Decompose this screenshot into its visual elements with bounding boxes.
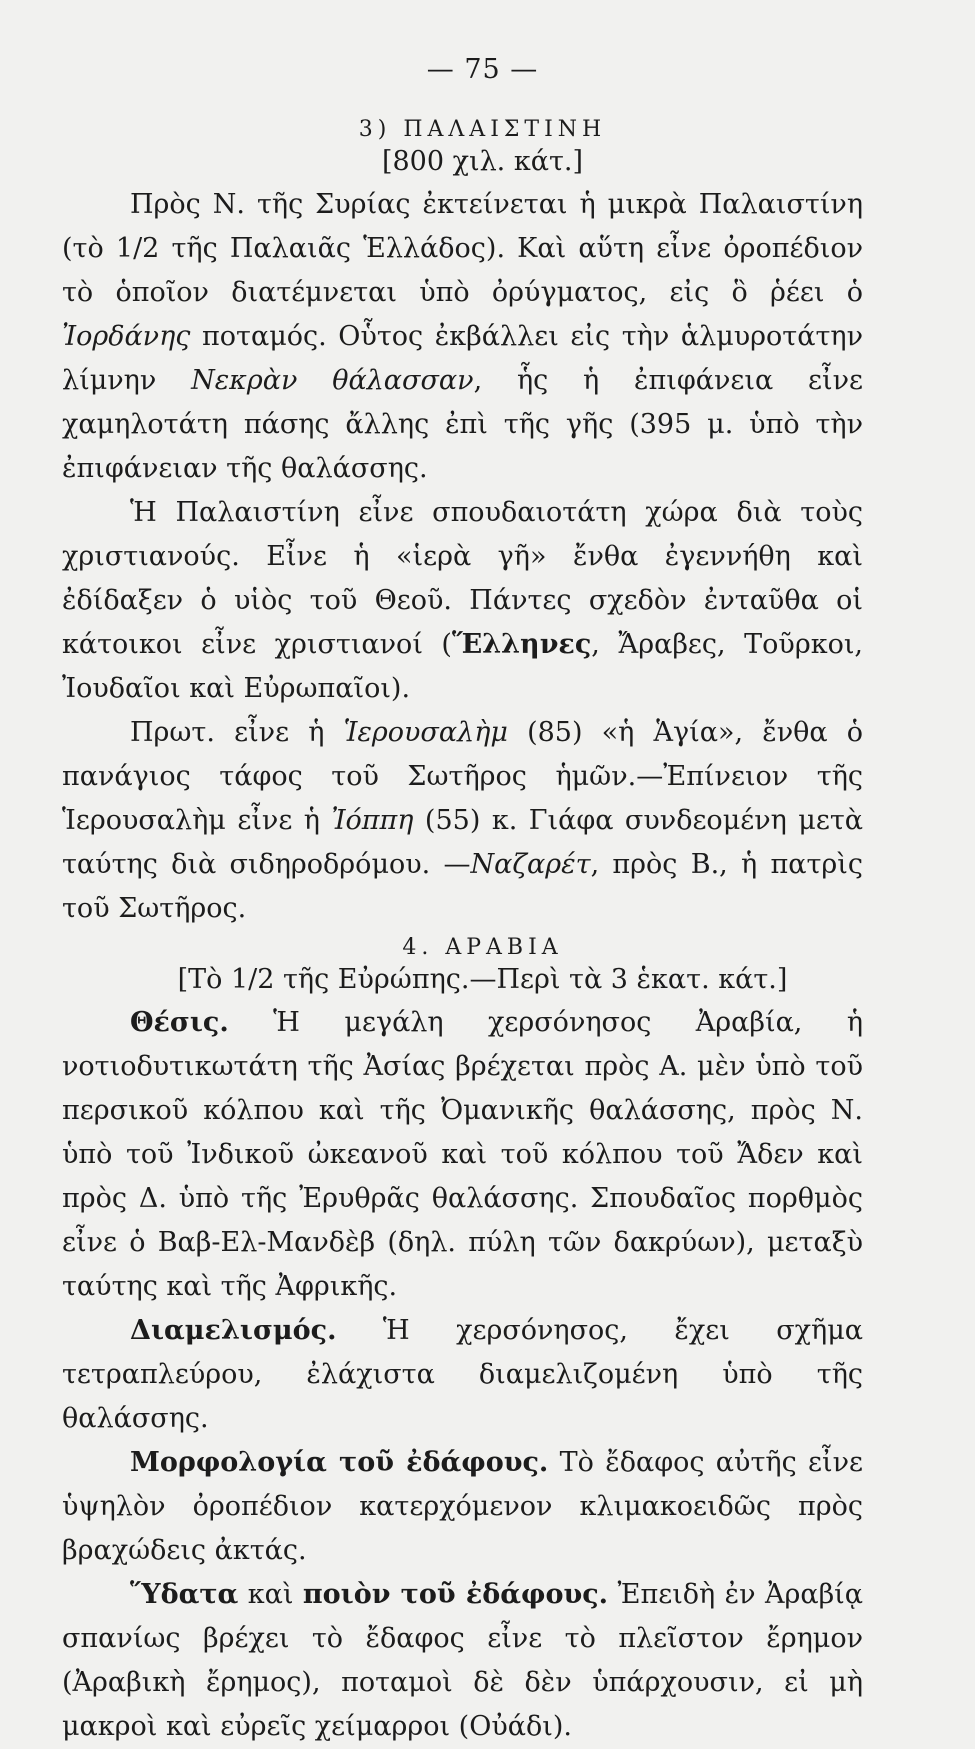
text-run: Τὸ ἔδαφος αὐτῆς εἶνε ὑψηλὸν ὀροπέδιον κατερχόμενον κλιμακοειδῶς πρὸς βραχώδεις ἀκτάς.: [62, 1447, 863, 1566]
city-name: Ἱερουσαλὴμ: [343, 717, 508, 748]
sea-name: Νεκρὰν θάλασσαν: [191, 365, 474, 396]
text-run: Ἡ μεγάλη χερσόνησος Ἀραβία, ἡ νοτιοδυτικωτάτη τῆς Ἀσίας βρέχεται πρὸς Α. μὲν ὑπὸ τοῦ περσικοῦ κόλπου καὶ τῆς Ὀμανικῆς θαλάσσης, πρὸς Ν. ὑπὸ τοῦ Ἰνδικοῦ ὠκεανοῦ καὶ τοῦ κόλπου τοῦ Ἄδεν καὶ πρὸς Δ. ὑπὸ τῆς Ἐρυθρᾶς θαλάσσης. Σπουδαῖος πορθμὸς εἶνε ὁ Βαβ-Ελ-Μανδὲβ (δηλ. πύλη τῶν δακρύων), μεταξὺ ταύτης καὶ τῆς Ἀφρικῆς.: [62, 1007, 863, 1302]
paragraph-heading: Ὕδατα: [130, 1579, 239, 1610]
fraction: 1/2: [115, 233, 160, 264]
city-name: Ναζαρέτ: [470, 849, 591, 880]
section-title-arabia: 4. ΑΡΑΒΙΑ: [402, 935, 563, 960]
palestine-paragraph-3: [62, 711, 863, 931]
palestine-area: [800 χιλ. κάτ.]: [381, 146, 584, 177]
river-name: Ἰορδάνης: [62, 321, 191, 352]
palestine-paragraph-2: [62, 491, 863, 711]
text-run: Ἡ Παλαιστίνη εἶνε σπουδαιοτάτη χώρα διὰ τοὺς χριστιανούς. Εἶνε ἡ «ἱερὰ γῆ» ἔνθα ἐγεννήθη καὶ ἐδίδαξεν ὁ υἱὸς τοῦ Θεοῦ. Πάντες σχεδὸν ἐνταῦθα οἱ κάτοικοι εἶνε χριστιανοί (: [62, 497, 863, 660]
section-title-palestine: 3) ΠΑΛΑΙΣΤΙΝΗ: [358, 117, 607, 142]
text-run: Πρωτ. εἶνε ἡ: [130, 717, 344, 748]
text-run: Ἐπειδὴ ἐν Ἀραβίᾳ σπανίως βρέχει τὸ ἔδαφος εἶνε τὸ πλεῖστον ἔρημον (Ἀραβικὴ ἔρημος), ποταμοὶ δὲ δὲν ὑπάρχουσιν, εἰ μὴ μακροὶ καὶ εὐρεῖς χείμαρροι (Οὐάδι).: [62, 1579, 864, 1742]
text-run: , ἧς ἡ ἐπιφάνεια εἶνε χαμηλοτάτη πάσης ἄλλης ἐπὶ τῆς γῆς (395 μ. ὑπὸ τὴν ἐπιφάνειαν τῆς θαλάσσης.: [62, 365, 863, 484]
paragraph-heading: Μορφολογία τοῦ ἐδάφους.: [130, 1447, 549, 1478]
text-run: (85) «ἡ Ἁγία», ἔνθα ὁ πανάγιος τάφος τοῦ Σωτῆρος ἡμῶν.—Ἐπίνειον τῆς Ἱερουσαλὴμ εἶνε ἡ: [62, 717, 864, 836]
arabia-morphology-paragraph: [62, 1441, 863, 1573]
text-run: ποταμός. Οὗτος ἐκβάλλει εἰς τὴν ἁλμυροτάτην λίμνην: [62, 321, 863, 396]
emphasis: Ἕλληνες: [451, 629, 592, 660]
arabia-waters-paragraph: [62, 1573, 863, 1749]
text-run: , Ἄραβες, Τοῦρκοι, Ἰουδαῖοι καὶ Εὐρωπαῖοι).: [62, 629, 863, 704]
text-run: (55) κ. Γιάφα συνδεομένη μετὰ ταύτης διὰ σιδηροδρόμου. —: [62, 805, 863, 880]
text-run: τῆς Παλαιᾶς Ἑλλάδος). Καὶ αὕτη εἶνε ὀροπέδιον τὸ ὁποῖον διατέμνεται ὑπὸ ὀρύγματος, εἰς ὃ ῥέει ὁ: [62, 233, 864, 308]
city-name: Ἰόππη: [331, 805, 414, 836]
paragraph-heading: ποιὸν τοῦ ἐδάφους.: [302, 1579, 609, 1610]
arabia-area: [Τὸ 1/2 τῆς Εὐρώπης.—Περὶ τὰ 3 ἑκατ. κάτ.]: [177, 964, 788, 995]
arabia-division-paragraph: [62, 1309, 863, 1441]
page-number: — 75 —: [426, 54, 539, 85]
text-run: Ἡ χερσόνησος, ἔχει σχῆμα τετραπλεύρου, ἐλάχιστα διαμελιζομένη ὑπὸ τῆς θαλάσσης.: [62, 1315, 863, 1434]
text-run: Πρὸς Ν. τῆς Συρίας ἐκτείνεται ἡ μικρὰ Παλαιστίνη (τὸ: [62, 189, 863, 264]
paragraph-heading: Θέσις.: [130, 1007, 229, 1038]
paragraph-heading: Διαμελισμός.: [130, 1315, 337, 1346]
arabia-thesis-paragraph: [62, 1001, 863, 1309]
palestine-paragraph-1: [62, 183, 863, 491]
text-run: , πρὸς Β., ἡ πατρὶς τοῦ Σωτῆρος.: [62, 849, 863, 924]
text-run: καὶ: [238, 1579, 303, 1610]
